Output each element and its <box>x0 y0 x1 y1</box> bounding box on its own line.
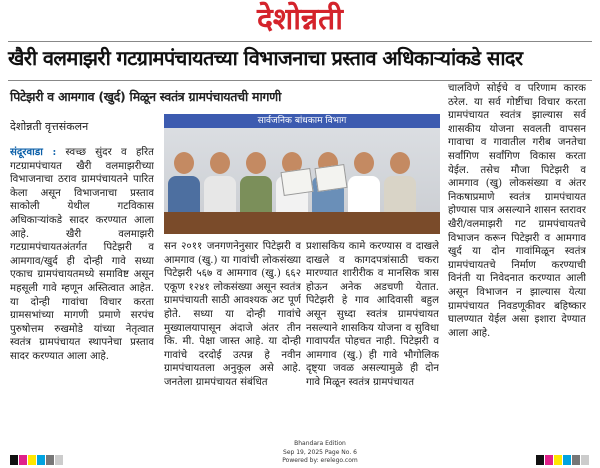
registration-swatch <box>46 455 54 465</box>
column-1-text: स्वच्छ सुंदर व हरित गटग्रामपंचायत खैरी वलमाझरीच्या विभाजनाचा ठराव ग्रामपंचायतने पारित केला असून विभाजनाचा प्रस्ताव साकोली येथील गटविकास अधिकाऱ्यांकडे सादर करण्यात आला आहे. खैरी वलमाझरी गटग्रामपंचायतअंतर्गत पिटेझरी व आमगाव/खुर्द ही दोन्ही गावे सध्या एकाच ग्रामपंचायतमध्ये समाविष्ट असून महसूली गावे म्हणून अस्तित्वात आहेत. या दोन्ही गावांचा विचार करता ग्रामसभांच्या मागणी प्रमाणे सरपंच पुरुषोत्तम रुखमोडे यांच्या नेतृत्वात स्वतंत्र ग्रामपंचायत स्थापनेचा प्रस्ताव सादर करण्यात आला आहे. <box>10 147 154 362</box>
document-folder <box>314 164 347 192</box>
registration-swatch <box>536 455 544 465</box>
registration-bars-right <box>536 455 590 465</box>
dateline: संदूरवाडा : <box>10 146 57 158</box>
article-byline: देशोन्नती वृत्तसंकलन <box>10 120 89 133</box>
edition-date-page: Sep 19, 2025 Page No. 6 <box>283 448 357 456</box>
article-subheadline: पिटेझरी व आमगाव (खुर्द) मिळून स्वतंत्र ग्रामपंचायतची मागणी <box>10 89 282 104</box>
edition-name: Bhandara Edition <box>294 440 346 447</box>
article-column-2: सन २०११ जनगणनेनुसार पिटेझरी व आमगाव (खु.) या गावांची लोकसंख्या पिटेझरी ५६७ व आमगाव (खु.) ६६२ एकूण १२४१ लोकसंख्या असून स्वतंत्र ग्रामपंचायती साठी आवश्यक अट पूर्ण होते. सध्या या दोन्ही गावांचे मुख्यालयापासून अंदाजे अंतर तीन कि. मी. पेक्षा जास्त आहे. या दोन्ही गावांचे दरदोई उत्पन्न हे नवीन ग्रामपंचायतला अनुकूल असे आहे. जनतेला ग्रामपंचायत संबंधित <box>164 241 301 388</box>
article-column-3: प्रशासकिय कामे करण्यास व दाखले दाखले व कागदपत्रांसाठी चकरा मारण्यात शारीरीक व मानसिक त्रास होऊन अनेक अडचणी येतात. पिटेझरी हे गाव आदिवासी बहुल असून सुध्दा स्वतंत्र ग्रामपंचायत नसल्याने शासकिय योजना व सुविधा गावापर्यंत पोहचत नाही. पिटेझरी व आमगाव (खु.) ही गावे भौगोलिक दृष्ट्या जवळ असल्यामुळे ही दोन गावे मिळून स्वतंत्र ग्रामपंचायत <box>306 241 439 388</box>
article-headline: खैरी वलमाझरी गटग्रामपंचायतच्या विभाजनाचा प्रस्ताव अधिकाऱ्यांकडे सादर <box>8 46 523 70</box>
newspaper-masthead: देशोन्नती <box>256 2 344 37</box>
registration-swatch <box>10 455 18 465</box>
registration-swatch <box>19 455 27 465</box>
registration-swatch <box>37 455 45 465</box>
document-folder <box>280 168 313 196</box>
article-photo <box>164 114 440 234</box>
powered-by: Powered by: erelego.com <box>282 457 358 464</box>
registration-swatch <box>554 455 562 465</box>
registration-swatch <box>55 455 63 465</box>
photo-banner: सार्वजनिक बांधकाम विभाग <box>164 114 440 128</box>
article-column-4: चालविणे सोईचे व परिणाम कारक ठरेल. या सर्व गोष्टींचा विचार करता ग्रामपंचायत स्वतंत्र झाल्यास सर्व शासकीय योजना सवलती वापसन गावाचा व गावातील गरीब जनतेचा सर्वांगिण सर्वांगिण विकास करता येईल. तसेच मौजा पिटेझरी व आमगाव (खु) लोकसंख्या व अंतर निकषाप्रमाणे स्वतंत्र ग्रामपंचायत होण्यास पात्र असल्याने शासन स्तरावर खैरी/वलमाझरी गट ग्रामपंचायतचे विभाजन करून पिटेझरी व आमगाव खुर्द या दोन गावांमिळून स्वतंत्र ग्रामपंचायतचे निर्माण करण्याची विनंती या निवेदनात करण्यात आली असून विभाजन न झाल्यास येत्या ग्रामपंचायत निवडणूकीवर बहिष्कार घालण्यात येईल असा इशारा देण्यात आला आहे. <box>448 83 586 339</box>
registration-swatch <box>581 455 589 465</box>
registration-swatch <box>545 455 553 465</box>
article-column-1 <box>10 146 154 396</box>
registration-swatch <box>28 455 36 465</box>
registration-swatch <box>572 455 580 465</box>
headline-rule <box>8 80 592 81</box>
registration-bars-left <box>10 455 64 465</box>
registration-swatch <box>563 455 571 465</box>
edition-footer <box>240 440 400 466</box>
desk <box>164 212 440 234</box>
